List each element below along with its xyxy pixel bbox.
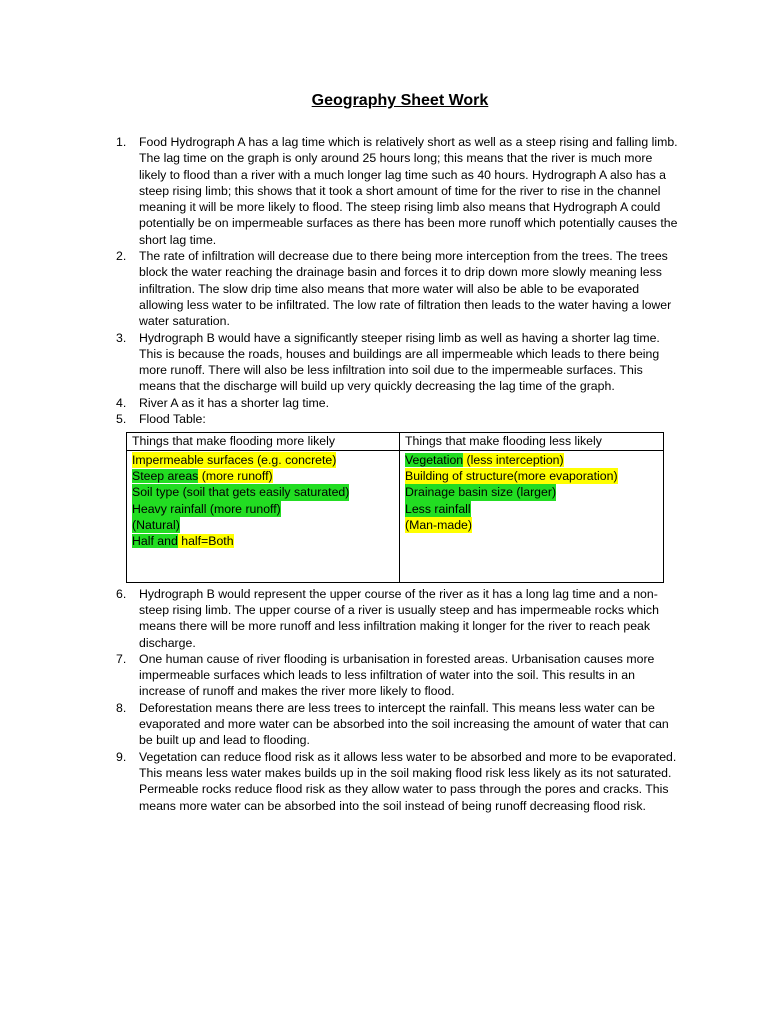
header-more-likely: Things that make flooding more likely [127,433,400,450]
item-number: 7. [116,651,127,666]
item-text: Deforestation means there are less trees to intercept the rainfall. This means less water can be evaporated and more water can be absorbed into the soil increasing the amount of water that can be built up and lead to flooding. [139,700,669,748]
factor-rainfall: Heavy rainfall (more runoff) [132,501,281,516]
list-item [112,330,678,395]
item-number: 8. [116,700,127,715]
item-text-second-paragraph: Permeable rocks reduce flood risk as they allow water to pass through the pores and cracks. This means more water can be absorbed into the soil instead of being runoff decreasing flood risk. [139,782,669,813]
item-text: Hydrograph B would represent the upper course of the river as it has a long lag time and a non-steep rising limb. The upper course of a river is usually steep and has impermeable rocks which means there will be more runoff and less infiltration making it longer for the river to reach peak discharge. [139,586,659,650]
factor-steep: Steep areas (more runoff) [132,468,273,483]
item-text: Vegetation can reduce flood risk as it allows less water to be absorbed and more to be evaporated. This means less water makes builds up in the soil making flood risk less likely as its not saturated. [139,749,677,780]
legend-both: Half and half=Both [132,534,234,549]
item-text: Hydrograph B would have a significantly steeper rising limb as well as having a shorter lag time. This is because the roads, houses and buildings are all impermeable which leads to there being more runoff. There will also be less infiltration into soil due to the impermeable surfaces. This means that the discharge will build up very quickly decreasing the lag time of the graph. [139,330,660,394]
less-likely-cell [400,450,664,582]
answer-list [112,134,678,427]
list-item [112,134,678,248]
factor-soil: Soil type (soil that gets easily saturated) [132,485,350,500]
item-text: The rate of infiltration will decrease due to there being more interception from the trees. The trees block the water reaching the drainage basin and forces it to drip down more slowly meaning less infiltration. The slow drip time also means that more water will also be able to be evaporated allowing less water to be infiltrated. The low rate of filtration then leads to the water having a lower water saturation. [139,249,672,329]
item-text: Food Hydrograph A has a lag time which is relatively short as well as a steep rising and falling limb. The lag time on the graph is only around 25 hours long; this means that the river is much more likely to flood than a river with a much longer lag time such as 40 hours. Hydrograph A also has a steep rising limb; this shows that it took a short amount of time for the river to rise in the channel meaning it will be more likely to flood. The steep rising limb also means that Hydrograph A could potentially be on impermeable surfaces as there has been more runoff which potentially causes the short lag time. [139,135,678,247]
item-number: 4. [116,395,127,410]
header-less-likely: Things that make flooding less likely [400,433,664,450]
item-number: 6. [116,586,127,601]
legend-natural: (Natural) [132,517,180,532]
list-item [112,395,678,411]
item-number: 2. [116,249,127,264]
list-item [112,700,678,749]
factor-less-rainfall: Less rainfall [405,501,471,516]
table-header-row [127,433,664,450]
list-item [112,411,678,427]
legend-manmade: (Man-made) [405,517,472,532]
factor-vegetation: Vegetation (less interception) [405,452,564,467]
factor-building: Building of structure(more evaporation) [405,468,618,483]
item-number: 9. [116,749,127,764]
item-text: River A as it has a shorter lag time. [139,395,330,410]
page-title: Geography Sheet Work [311,92,489,109]
item-number: 1. [116,135,127,149]
item-number: 5. [116,412,127,427]
list-item [112,749,678,814]
more-likely-cell [127,450,400,582]
factor-impermeable: Impermeable surfaces (e.g. concrete) [132,452,337,467]
item-number: 3. [116,330,127,345]
list-item [112,586,678,651]
factor-basin: Drainage basin size (larger) [405,485,557,500]
list-item [112,248,678,329]
answer-list-continued [112,586,678,814]
list-item [112,651,678,700]
item-text: One human cause of river flooding is urbanisation in forested areas. Urbanisation causes more impermeable surfaces which leads to less infiltration of water into the soil. This results in an increase of runoff and makes the river more likely to flood. [139,651,655,699]
table-row [127,450,664,582]
item-text: Flood Table: [139,412,206,427]
flood-table [126,432,664,582]
